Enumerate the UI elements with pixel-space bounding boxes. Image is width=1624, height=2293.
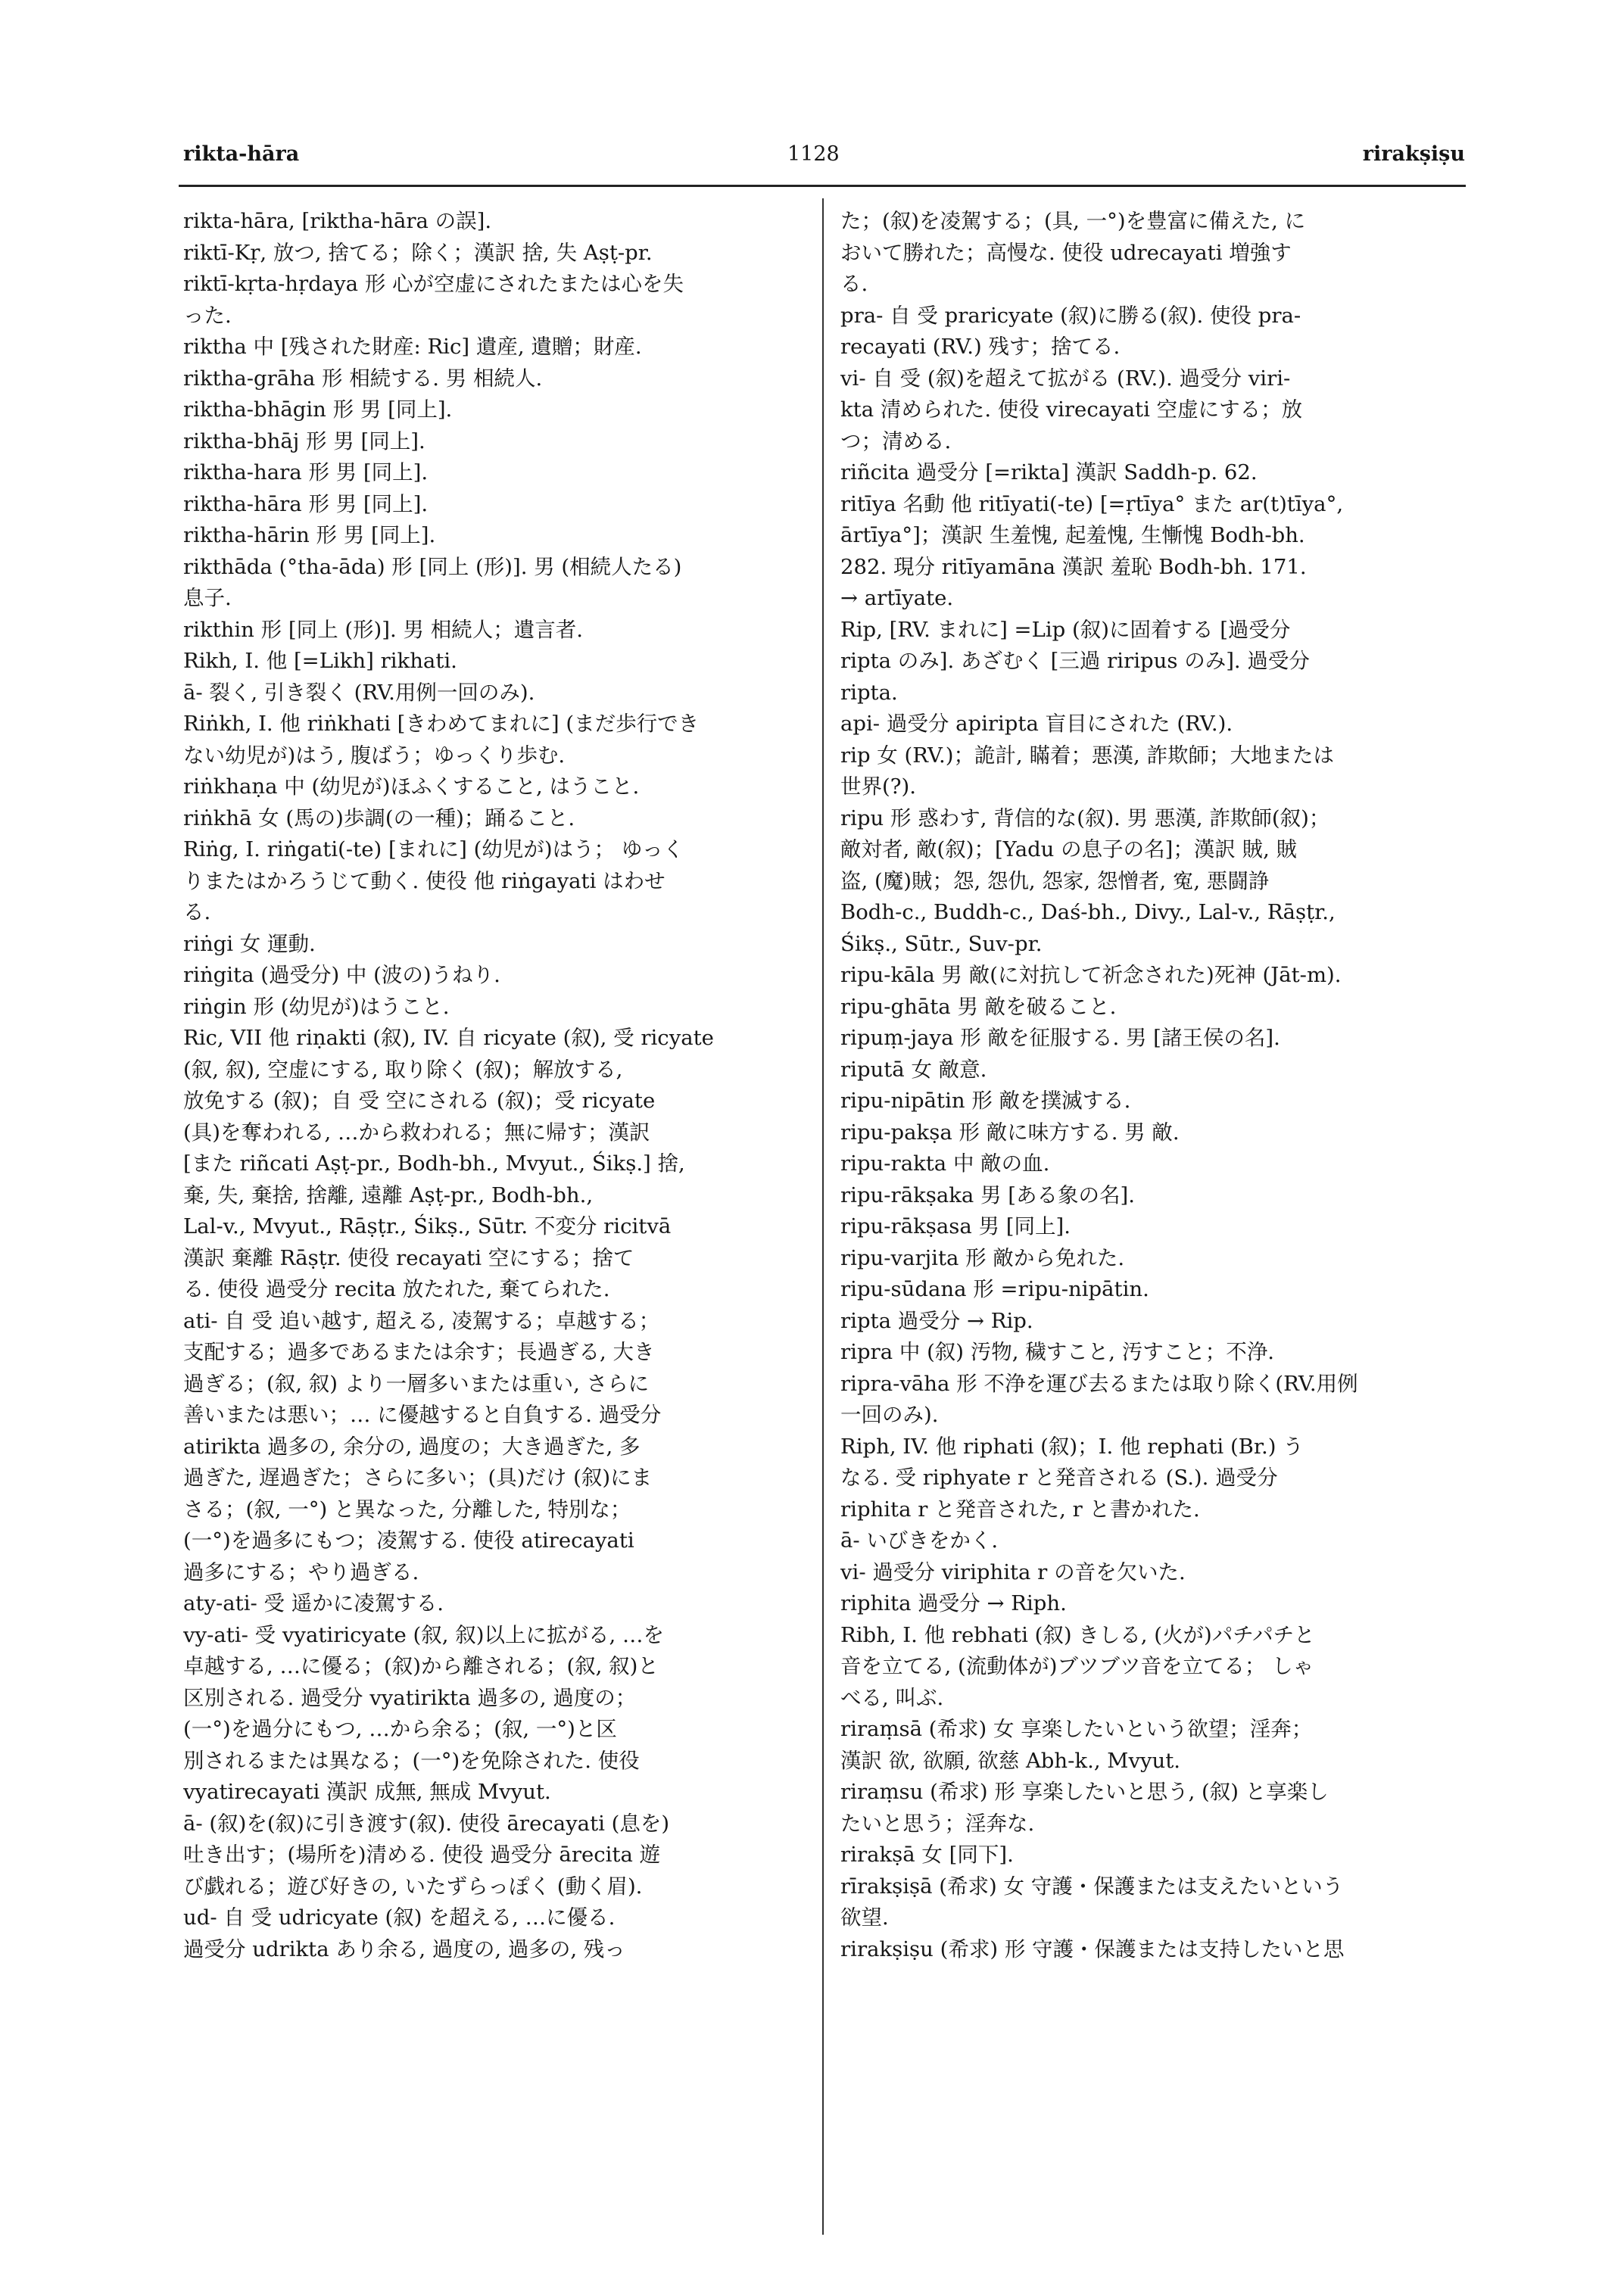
entry-line: Ric, VII 他 riṇakti (叙), IV. 自 ricyate (叙), 受 ricyate — [183, 1026, 714, 1050]
entry-line: ā- (叙)を(叙)に引き渡す(叙). 使役 ārecayati (息を) — [183, 1811, 670, 1836]
header-left-guide-word: rikta-hāra — [183, 142, 300, 166]
entry-line: riktha-grāha 形 相続する. 男 相続人. — [183, 366, 543, 391]
entry-line: る. 使役 過受分 recita 放たれた, 棄てられた. — [183, 1277, 610, 1301]
entry-line: riktha-bhāgin 形 男 [同上]. — [183, 397, 453, 422]
entry-line: kta 清められた. 使役 virecayati 空虚にする；放 — [840, 397, 1303, 422]
entry-line: Bodh-c., Buddh-c., Daś-bh., Divy., Lal-v., Rāṣṭr., — [840, 900, 1336, 924]
entry-line: Riṅg, I. riṅgati(-te) [まれに] (幼児が)はう； ゆっく — [183, 837, 684, 861]
entry-line: 卓越する, …に優る；(叙)から離される；(叙, 叙)と — [183, 1654, 659, 1678]
entry-line: Riph, IV. 他 riphati (叙)；I. 他 rephati (Br.) う — [840, 1434, 1304, 1459]
entry-line: riktha-hāra 形 男 [同上]. — [183, 491, 429, 516]
entry-line: ripra-vāha 形 不浄を運び去るまたは取り除く(RV.用例 — [840, 1371, 1358, 1396]
entry-line: rirakṣā 女 [同下]. — [840, 1843, 1014, 1867]
entry-line: ripta 過受分 → Rip. — [840, 1308, 1033, 1333]
entry-line: さる；(叙, 一°) と異なった, 分離した, 特別な； — [183, 1497, 631, 1522]
entry-line: vyatirecayati 漢訳 成無, 無成 Mvyut. — [183, 1780, 551, 1804]
entry-line: ripu 形 惑わす, 背信的な(叙). 男 悪漢, 詐欺師(叙)； — [840, 805, 1330, 830]
entry-line: 盗, (魔)賊；怨, 怨仇, 怨家, 怨憎者, 寃, 悪闘諍 — [840, 868, 1270, 893]
entry-line: ripu-pakṣa 形 敵に味方する. 男 敵. — [840, 1120, 1180, 1145]
entry-line: riṅgita (過受分) 中 (波の)うねり. — [183, 963, 500, 987]
entry-line: ripta. — [840, 680, 898, 705]
entry-line: ripu-nipātin 形 敵を撲滅する. — [840, 1089, 1131, 1113]
entry-line: ripuṃ-jaya 形 敵を征服する. 男 [諸王侯の名]. — [840, 1026, 1280, 1050]
entry-line: ripu-rākṣasa 男 [同上]. — [840, 1214, 1071, 1238]
entry-line: る. — [183, 900, 211, 924]
entry-line: 欲望. — [840, 1905, 889, 1930]
entry-line: ritīya 名動 他 ritīyati(-te) [=ṛtīya° また ar(t)tīya°, — [840, 491, 1344, 516]
entry-line: riṅkhaṇa 中 (幼児が)ほふくすること, はうこと. — [183, 774, 640, 799]
entry-line: おいて勝れた；高慢な. 使役 udrecayati 増強す — [840, 240, 1292, 265]
entry-line: Śikṣ., Sūtr., Suv-pr. — [840, 931, 1043, 956]
entry-line: ripu-rākṣaka 男 [ある象の名]. — [840, 1182, 1136, 1207]
entry-line: riktha 中 [残された財産: Ric] 遺産, 遺贈；財産. — [183, 335, 642, 359]
entry-line: 善いまたは悪い；… に優越すると自負する. 過受分 — [183, 1403, 662, 1427]
entry-line: Rikh, I. 他 [=Likh] rikhati. — [183, 649, 457, 673]
entry-line: 敵対者, 敵(叙)；[Yadu の息子の名]；漢訳 賊, 賊 — [840, 837, 1298, 861]
entry-line: riktha-bhāj 形 男 [同上]. — [183, 428, 425, 453]
entry-line: Lal-v., Mvyut., Rāṣṭr., Śikṣ., Sūtr. 不変分 ricitvā — [183, 1214, 672, 1238]
entry-line: ない幼児が)はう, 腹ばう；ゆっくり歩む. — [183, 743, 566, 768]
entry-line: vy-ati- 受 vyatiricyate (叙, 叙)以上に拡がる, …を — [183, 1622, 664, 1647]
entry-line: 区別される. 過受分 vyatirikta 過多の, 過度の； — [183, 1685, 637, 1710]
entry-line: riraṃsā (希求) 女 享楽したいという欲望；淫奔； — [840, 1717, 1313, 1741]
entry-line: 支配する；過多であるまたは余す；長過ぎる, 大き — [183, 1340, 655, 1364]
entry-line: riktha-hara 形 男 [同上]. — [183, 460, 429, 484]
entry-line: rikthin 形 [同上 (形)]. 男 相続人；遺言者. — [183, 617, 583, 642]
entry-line: riṅkhā 女 (馬の)歩調(の一種)；踊ること. — [183, 805, 575, 830]
entry-line: Riṅkh, I. 他 riṅkhati [きわめてまれに] (まだ歩行でき — [183, 712, 700, 736]
entry-line: った. — [183, 303, 232, 328]
entry-line: riṅgin 形 (幼児が)はうこと. — [183, 994, 450, 1019]
entry-line: ripu-kāla 男 敵(に対抗して祈念された)死神 (Jāt-m). — [840, 963, 1342, 987]
entry-line: api- 過受分 apiripta 盲目にされた (RV.). — [840, 712, 1233, 736]
entry-line: riktī-Kṛ, 放つ, 捨てる；除く；漢訳 捨, 失 Aṣṭ-pr. — [183, 240, 653, 265]
entry-line: ā- 裂く, 引き裂く (RV.用例一回のみ). — [183, 680, 535, 705]
entry-line: ati- 自 受 追い越す, 超える, 凌駕する；卓越する； — [183, 1308, 660, 1333]
entry-line: [また riñcati Aṣṭ-pr., Bodh-bh., Mvyut., Śikṣ.] 捨, — [183, 1151, 685, 1176]
entry-line: 過ぎる；(叙, 叙) より一層多いまたは重い, さらに — [183, 1371, 650, 1396]
entry-line: aty-ati- 受 遥かに凌駕する. — [183, 1591, 444, 1615]
entry-line: Ribh, I. 他 rebhati (叙) きしる, (火が)パチパチと — [840, 1622, 1315, 1647]
header-right-guide-word: rirakṣiṣu — [1362, 142, 1465, 166]
entry-line: rikthāda (°tha-āda) 形 [同上 (形)]. 男 (相続人たる) — [183, 554, 682, 579]
entry-line: ripra 中 (叙) 汚物, 穢すこと, 汚すこと；不浄. — [840, 1340, 1274, 1364]
entry-line: なる. 受 riphyate r と発音される (S.). 過受分 — [840, 1466, 1278, 1490]
entry-line: ripu-ghāta 男 敵を破ること. — [840, 994, 1117, 1019]
entry-line: 過ぎた, 遅過ぎた；さらに多い；(具)だけ (叙)にま — [183, 1466, 653, 1490]
left-column — [183, 206, 812, 1965]
entry-line: (一°)を過多にもつ；凌駕する. 使役 atirecayati — [183, 1528, 634, 1553]
entry-line: る. — [840, 272, 868, 296]
entry-line: りまたはかろうじて動く. 使役 他 riṅgayati はわせ — [183, 868, 665, 893]
entry-line: rip 女 (RV.)；詭計, 瞞着；悪漢, 詐欺師；大地または — [840, 743, 1334, 768]
entry-line: → artīyate. — [840, 586, 954, 610]
entry-line: rīrakṣiṣā (希求) 女 守護・保護または支えたいという — [840, 1874, 1344, 1899]
entry-line: riraṃsu (希求) 形 享楽したいと思う, (叙) と享楽し — [840, 1780, 1329, 1804]
entry-line: 放免する (叙)；自 受 空にされる (叙)；受 ricyate — [183, 1089, 656, 1113]
entry-line: rirakṣiṣu (希求) 形 守護・保護または支持したいと思 — [840, 1936, 1345, 1961]
entry-line: 漢訳 欲, 欲願, 欲慈 Abh-k., Mvyut. — [840, 1748, 1181, 1773]
entry-line: riphita 過受分 → Riph. — [840, 1591, 1067, 1615]
entry-line: 息子. — [183, 586, 232, 610]
entry-line: たいと思う；淫奔な. — [840, 1811, 1035, 1836]
entry-line: riktha-hārin 形 男 [同上]. — [183, 523, 436, 547]
entry-line: riputā 女 敵意. — [840, 1057, 987, 1082]
entry-line: vi- 過受分 viriphita r の音を欠いた. — [840, 1559, 1186, 1584]
entry-line: ārtīya°]；漢訳 生羞愧, 起羞愧, 生慚愧 Bodh-bh. — [840, 523, 1305, 547]
entry-line: 世界(?). — [840, 774, 916, 799]
running-head — [0, 142, 1624, 176]
entry-line: 過多にする；やり過ぎる. — [183, 1559, 419, 1584]
entry-line: ripu-varjita 形 敵から免れた. — [840, 1245, 1125, 1270]
entry-line: riṅgi 女 運動. — [183, 931, 316, 956]
entry-line: ā- いびきをかく. — [840, 1528, 999, 1553]
entry-line: ripta のみ]. あざむく [三過 riripus のみ]. 過受分 — [840, 649, 1310, 673]
column-divider — [822, 198, 824, 2235]
entry-line: riñcita 過受分 [=rikta] 漢訳 Saddh-p. 62. — [840, 460, 1258, 484]
entry-line: (叙, 叙), 空虚にする, 取り除く (叙)；解放する, — [183, 1057, 623, 1082]
entry-line: riktī-kṛta-hṛdaya 形 心が空虚にされたまたは心を失 — [183, 272, 684, 296]
entry-line: 漢訳 棄離 Rāṣṭr. 使役 recayati 空にする；捨て — [183, 1245, 634, 1270]
entry-line: rikta-hāra, [riktha-hāra の誤]. — [183, 209, 492, 233]
entry-line: 過受分 udrikta あり余る, 過度の, 過多の, 残っ — [183, 1936, 625, 1961]
right-column — [840, 206, 1467, 1965]
entry-line: ripu-sūdana 形 =ripu-nipātin. — [840, 1277, 1149, 1301]
entry-line: べる, 叫ぶ. — [840, 1685, 944, 1710]
entry-line: 282. 現分 ritīyamāna 漢訳 羞恥 Bodh-bh. 171. — [840, 554, 1307, 579]
entry-line: (一°)を過分にもつ, …から余る；(叙, 一°)と区 — [183, 1717, 617, 1741]
entry-line: 別されるまたは異なる；(一°)を免除された. 使役 — [183, 1748, 640, 1773]
entry-line: recayati (RV.) 残す；捨てる. — [840, 335, 1121, 359]
header-rule — [179, 185, 1466, 187]
entry-line: 音を立てる, (流動体が)ブツブツ音を立てる； しゃ — [840, 1654, 1314, 1678]
page-number: 1128 — [787, 142, 840, 166]
entry-line: Rip, [RV. まれに] =Lip (叙)に固着する [過受分 — [840, 617, 1291, 642]
entry-line: 吐き出す；(場所を)清める. 使役 過受分 ārecita 遊 — [183, 1843, 661, 1867]
entry-line: pra- 自 受 praricyate (叙)に勝る(叙). 使役 pra- — [840, 303, 1301, 328]
entry-line: ud- 自 受 udricyate (叙) を超える, …に優る. — [183, 1905, 616, 1930]
entry-line: 棄, 失, 棄捨, 捨離, 遠離 Aṣṭ-pr., Bodh-bh., — [183, 1182, 594, 1207]
entry-line: ripu-rakta 中 敵の血. — [840, 1151, 1050, 1176]
entry-line: た；(叙)を凌駕する；(具, 一°)を豊富に備えた, に — [840, 209, 1306, 233]
entry-line: riphita r と発音された, r と書かれた. — [840, 1497, 1200, 1522]
entry-line: び戯れる；遊び好きの, いたずらっぽく (動く眉). — [183, 1874, 643, 1899]
entry-line: (具)を奪われる, …から救われる；無に帰す；漢訳 — [183, 1120, 650, 1145]
entry-line: atirikta 過多の, 余分の, 過度の；大き過ぎた, 多 — [183, 1434, 641, 1459]
entry-line: つ；清める. — [840, 428, 952, 453]
entry-line: 一回のみ). — [840, 1403, 939, 1427]
entry-line: vi- 自 受 (叙)を超えて拡がる (RV.). 過受分 viri- — [840, 366, 1291, 391]
